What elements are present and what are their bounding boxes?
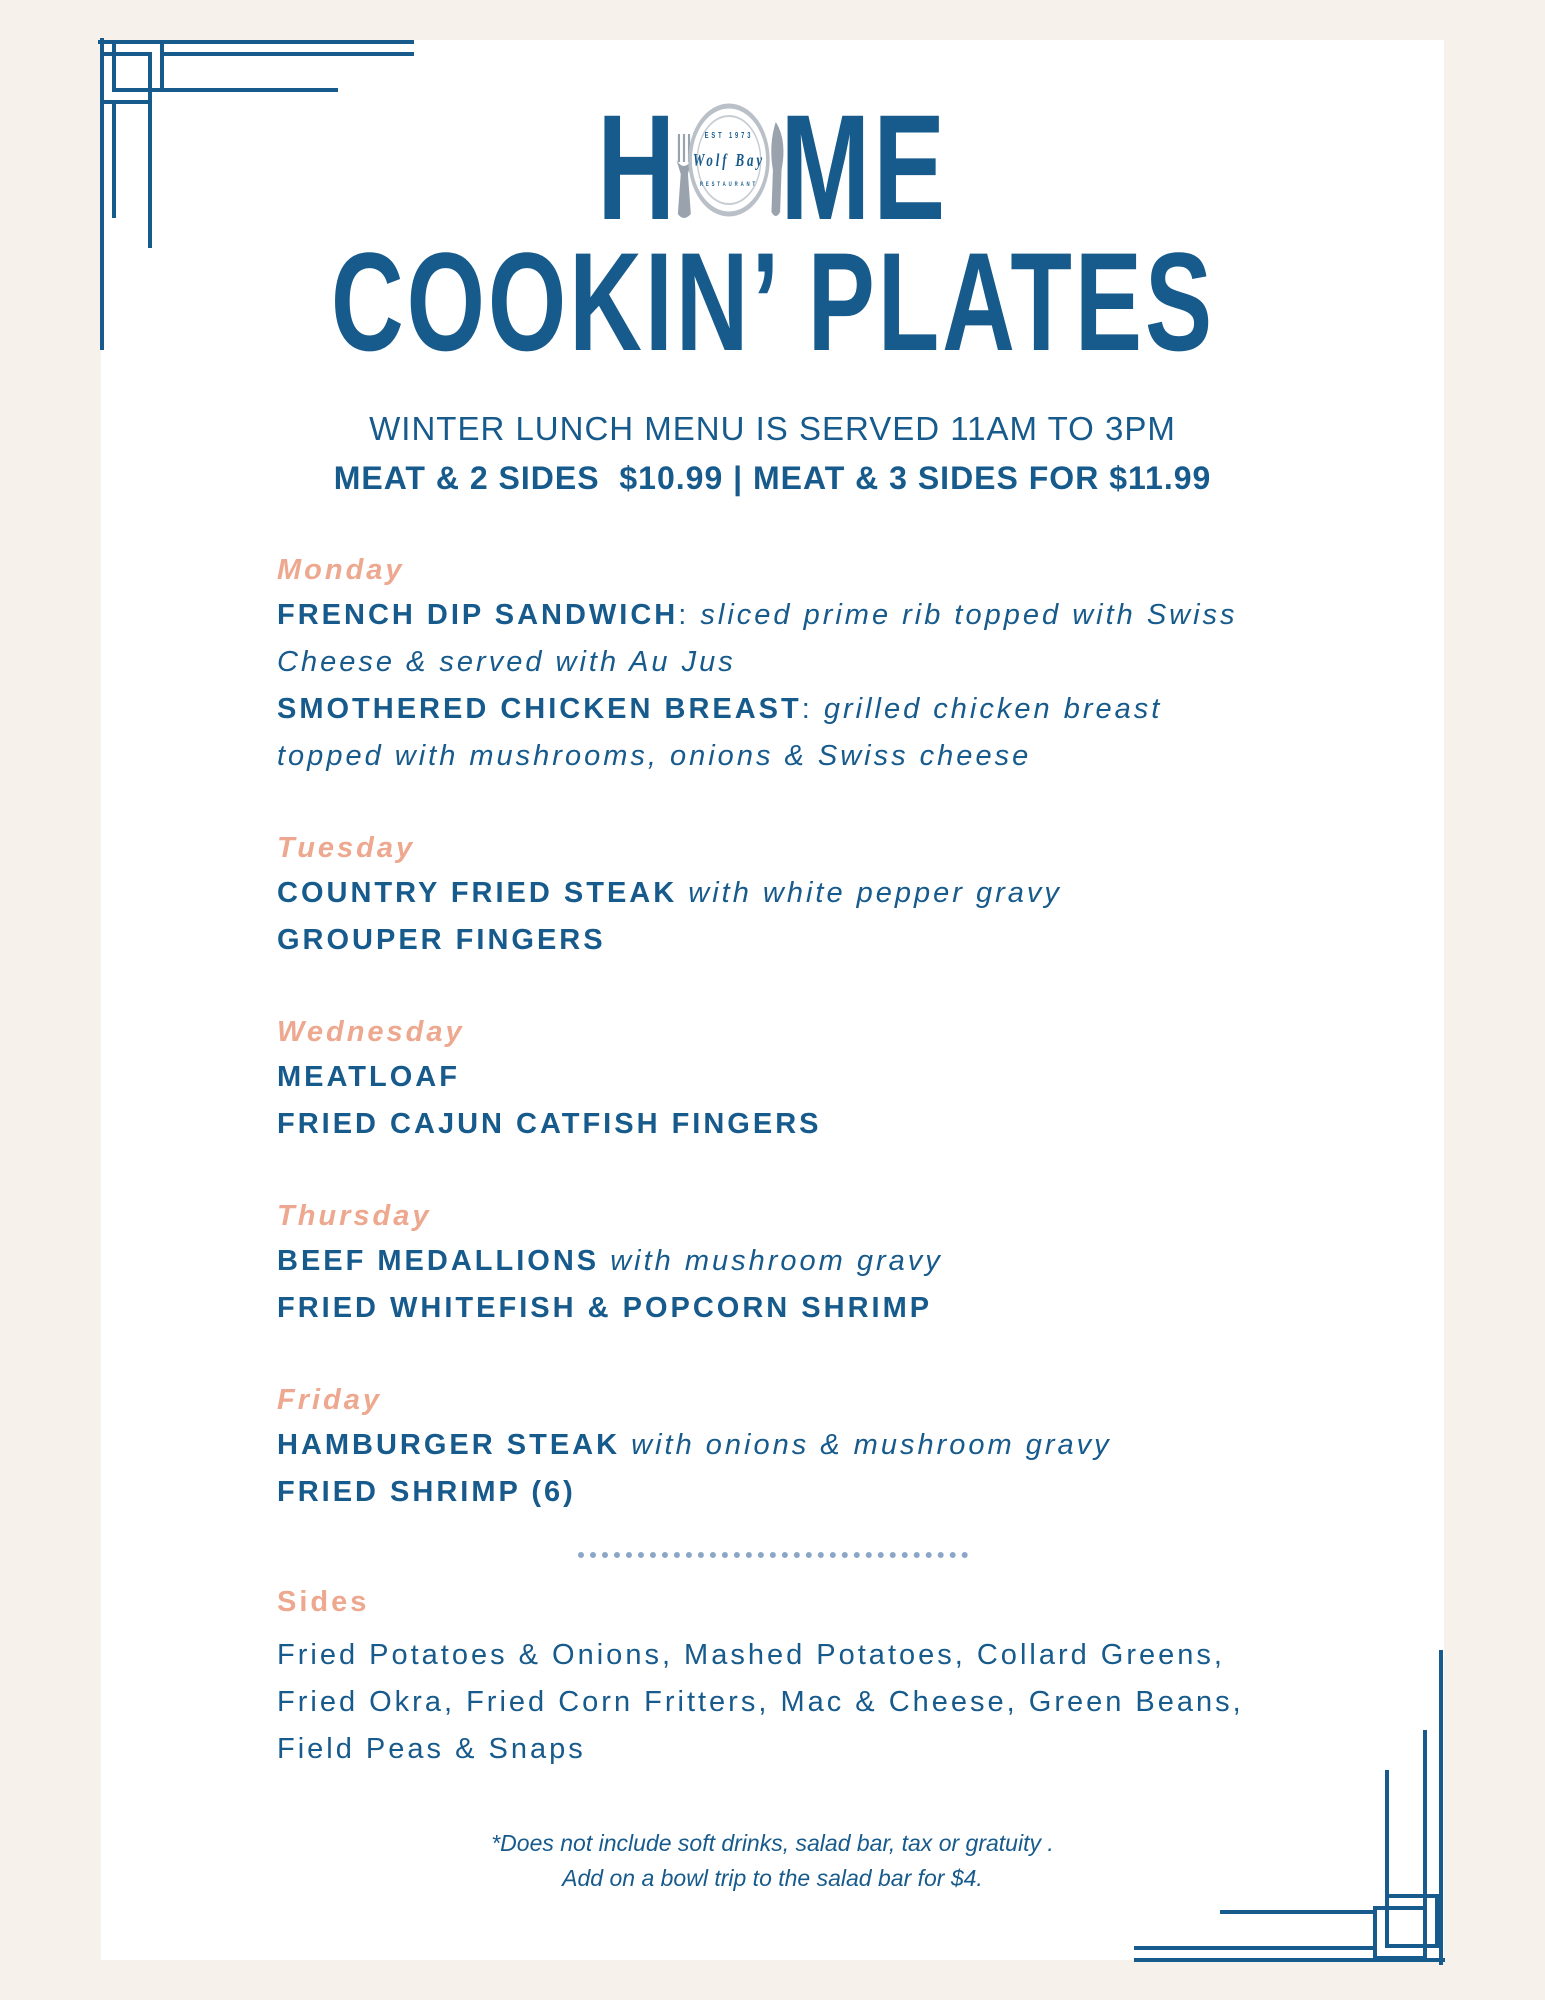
menu-item-description: sliced prime rib topped with Swiss xyxy=(700,599,1238,631)
day-section-thursday xyxy=(277,1194,1327,1332)
menu-item-name: HAMBURGER STEAK xyxy=(277,1429,621,1461)
menu-item-name: FRENCH DIP SANDWICH xyxy=(277,599,679,631)
menu-item-line xyxy=(277,1422,1327,1469)
menu-item-name: MEATLOAF xyxy=(277,1061,460,1093)
sides-line: Fried Potatoes & Onions, Mashed Potatoes, Collard Greens, xyxy=(277,1639,1225,1671)
menu-item-line xyxy=(277,1101,1327,1148)
title-line-2 xyxy=(0,223,1545,380)
served-hours: WINTER LUNCH MENU IS SERVED 11AM TO 3PM xyxy=(369,410,1176,447)
day-heading: Thursday xyxy=(277,1200,432,1232)
menu-item-name: SMOTHERED CHICKEN BREAST xyxy=(277,693,802,725)
menu-item-line xyxy=(277,870,1327,917)
logo-est-text: EST 1973 xyxy=(704,132,754,141)
daily-menu xyxy=(277,548,1327,1516)
day-section-monday xyxy=(277,548,1327,780)
menu-item-separator xyxy=(599,1245,610,1277)
menu-item-description: topped with mushrooms, onions & Swiss cheese xyxy=(277,740,1032,772)
menu-item-line xyxy=(277,1285,1327,1332)
menu-item-description: Cheese & served with Au Jus xyxy=(277,646,736,678)
day-section-tuesday xyxy=(277,826,1327,964)
menu-item-description: with mushroom gravy xyxy=(610,1245,943,1277)
menu-item-separator: : xyxy=(801,693,824,725)
menu-item-line xyxy=(277,1238,1327,1285)
menu-item-name: GROUPER FINGERS xyxy=(277,924,606,956)
menu-item-separator xyxy=(620,1429,631,1461)
menu-item-line xyxy=(277,733,1327,780)
menu-item-line xyxy=(277,686,1327,733)
day-section-friday xyxy=(277,1378,1327,1516)
sides-line: Field Peas & Snaps xyxy=(277,1733,586,1765)
dotted-divider xyxy=(578,1552,968,1558)
menu-item-line xyxy=(277,1054,1327,1101)
title-cookin-plates: COOKIN’ PLATES xyxy=(330,223,1215,380)
logo-name-text: Wolf Bay xyxy=(693,151,766,171)
menu-item-name: BEEF MEDALLIONS xyxy=(277,1245,600,1277)
menu-item-name: FRIED WHITEFISH & POPCORN SHRIMP xyxy=(277,1292,933,1324)
sides-line: Fried Okra, Fried Corn Fritters, Mac & Cheese, Green Beans, xyxy=(277,1686,1244,1718)
day-heading: Monday xyxy=(277,554,405,586)
title-line-1 xyxy=(0,83,1545,251)
menu-item-description: grilled chicken breast xyxy=(823,693,1163,725)
sides-heading: Sides xyxy=(277,1586,370,1618)
footnote-line: Add on a bowl trip to the salad bar for $4. xyxy=(562,1865,983,1891)
title-letter-h: H xyxy=(597,83,678,251)
menu-item-separator xyxy=(677,877,688,909)
menu-item-description: with onions & mushroom gravy xyxy=(631,1429,1112,1461)
menu-item-line xyxy=(277,1469,1327,1516)
menu-item-separator: : xyxy=(678,599,701,631)
menu-item-name: COUNTRY FRIED STEAK xyxy=(277,877,678,909)
day-heading: Tuesday xyxy=(277,832,416,864)
day-heading: Wednesday xyxy=(277,1016,465,1048)
pricing-line: MEAT & 2 SIDES $10.99 | MEAT & 3 SIDES FOR $11.99 xyxy=(333,460,1212,496)
title-letters-me: ME xyxy=(780,83,948,251)
menu-item-name: FRIED CAJUN CATFISH FINGERS xyxy=(277,1108,822,1140)
footnote-line: *Does not include soft drinks, salad bar, tax or gratuity . xyxy=(491,1830,1054,1856)
plate-logo-icon xyxy=(668,92,790,242)
menu-item-description: with white pepper gravy xyxy=(688,877,1062,909)
menu-item-line xyxy=(277,639,1327,686)
menu-item-line xyxy=(277,592,1327,639)
footnote xyxy=(0,1826,1545,1896)
day-section-wednesday xyxy=(277,1010,1327,1148)
sides-list xyxy=(277,1632,1337,1773)
day-heading: Friday xyxy=(277,1384,383,1416)
logo-tagline-text: RESTAURANT xyxy=(699,181,759,189)
menu-item-name: FRIED SHRIMP (6) xyxy=(277,1476,576,1508)
menu-item-line xyxy=(277,917,1327,964)
